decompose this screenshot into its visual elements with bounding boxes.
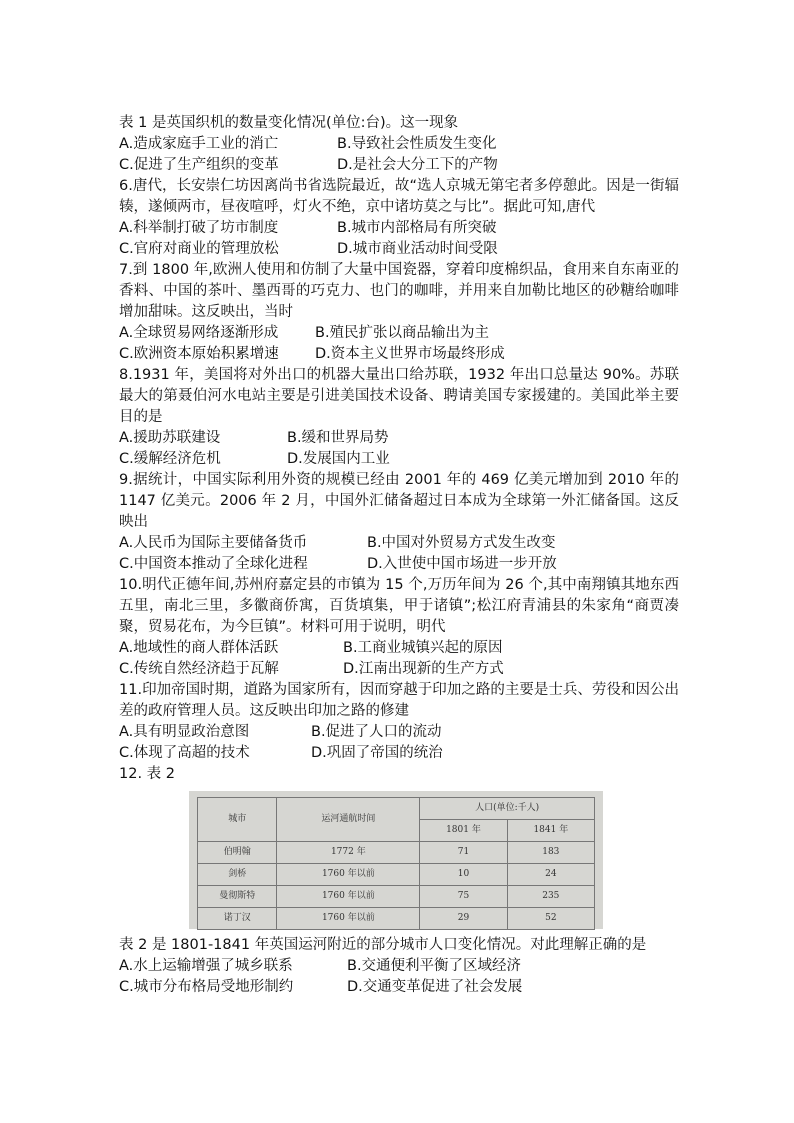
q9-stem: 9.据统计，中国实际利用外资的规模已经由 2001 年的 469 亿美元增加到 2010 年的 1147 亿美元。2006 年 2 月，中国外汇储备超过日本成为全球第一外汇储备国。这反映出 bbox=[119, 472, 679, 530]
q9-option-a[interactable]: A.人民币为国际主要储备货币 bbox=[119, 535, 308, 551]
q8-option-d[interactable]: D.发展国内工业 bbox=[287, 451, 390, 467]
q10-option-a[interactable]: A.地域性的商人群体活跃 bbox=[119, 640, 279, 656]
table-cell: 10 bbox=[420, 864, 507, 886]
table-cell: 曼彻斯特 bbox=[198, 886, 277, 908]
table-row bbox=[198, 842, 595, 864]
table-cell: 235 bbox=[507, 886, 594, 908]
q8-options-row-1 bbox=[119, 428, 679, 449]
table-cell: 诺丁汉 bbox=[198, 908, 277, 930]
q6-options-row-1 bbox=[119, 218, 679, 239]
q6-stem: 6.唐代，长安崇仁坊因离尚书省选院最近，故“选人京城无第宅者多停憩此。因是一街辐辏，遂倾两市，昼夜喧呼，灯火不绝，京中诸坊莫之与比”。据此可知,唐代 bbox=[119, 178, 679, 215]
table-subheader-1841: 1841 年 bbox=[507, 820, 594, 842]
table-row bbox=[198, 908, 595, 930]
exam-page-content bbox=[119, 113, 679, 998]
q6-options-row-2 bbox=[119, 239, 679, 260]
q9-option-c[interactable]: C.中国资本推动了全球化进程 bbox=[119, 556, 308, 572]
q10-options-row-1 bbox=[119, 638, 679, 659]
q5-stem: 表 1 是英国织机的数量变化情况(单位:台)。这一现象 bbox=[119, 115, 459, 131]
table-header-canal-time: 运河通航时间 bbox=[277, 798, 420, 842]
q9-options-row-2 bbox=[119, 554, 679, 575]
q7-option-c[interactable]: C.欧洲资本原始积累增速 bbox=[119, 346, 279, 362]
q12-option-c[interactable]: C.城市分布格局受地形制约 bbox=[119, 979, 294, 995]
q12-label: 12. 表 2 bbox=[119, 766, 176, 782]
q8-option-a[interactable]: A.援助苏联建设 bbox=[119, 430, 221, 446]
table-cell: 75 bbox=[420, 886, 507, 908]
q12-options-row-2 bbox=[119, 977, 679, 998]
q11-options-row-1 bbox=[119, 722, 679, 743]
q11-option-c[interactable]: C.体现了高超的技术 bbox=[119, 745, 250, 761]
q7-option-d[interactable]: D.资本主义世界市场最终形成 bbox=[315, 346, 505, 362]
table-header-city: 城市 bbox=[198, 798, 277, 842]
q7-option-a[interactable]: A.全球贸易网络逐渐形成 bbox=[119, 325, 279, 341]
table-header-row bbox=[198, 798, 595, 820]
q11-stem: 11.印加帝国时期，道路为国家所有，因而穿越于印加之路的主要是士兵、劳役和因公出差的政府管理人员。这反映出印加之路的修建 bbox=[119, 682, 679, 719]
q11-options-row-2 bbox=[119, 743, 679, 764]
q12-table-image bbox=[189, 791, 603, 929]
table-cell: 24 bbox=[507, 864, 594, 886]
q6-option-a[interactable]: A.科举制打破了坊市制度 bbox=[119, 220, 279, 236]
q12-option-b[interactable]: B.交通便利平衡了区域经济 bbox=[347, 958, 522, 974]
table-cell: 剑桥 bbox=[198, 864, 277, 886]
table-header-population: 人口(单位:千人) bbox=[420, 798, 595, 820]
table-cell: 183 bbox=[507, 842, 594, 864]
q6-option-b[interactable]: B.城市内部格局有所突破 bbox=[337, 220, 497, 236]
q5-option-d[interactable]: D.是社会大分工下的产物 bbox=[337, 157, 498, 173]
q7-option-b[interactable]: B.殖民扩张以商品输出为主 bbox=[315, 325, 490, 341]
table-cell: 29 bbox=[420, 908, 507, 930]
table-cell: 1760 年以前 bbox=[277, 908, 420, 930]
q8-option-b[interactable]: B.缓和世界局势 bbox=[287, 430, 389, 446]
q12-option-a[interactable]: A.水上运输增强了城乡联系 bbox=[119, 958, 293, 974]
q12-stem: 表 2 是 1801-1841 年英国运河附近的部分城市人口变化情况。对此理解正确的是 bbox=[119, 937, 647, 953]
q5-options-row-1 bbox=[119, 134, 679, 155]
q5-option-a[interactable]: A.造成家庭手工业的消亡 bbox=[119, 136, 279, 152]
q11-option-d[interactable]: D.巩固了帝国的统治 bbox=[311, 745, 443, 761]
table-row bbox=[198, 864, 595, 886]
q8-option-c[interactable]: C.缓解经济危机 bbox=[119, 451, 221, 467]
q6-option-d[interactable]: D.城市商业活动时间受限 bbox=[337, 241, 498, 257]
q5-options-row-2 bbox=[119, 155, 679, 176]
q12-options-row-1 bbox=[119, 956, 679, 977]
q8-stem: 8.1931 年，美国将对外出口的机器大量出口给苏联，1932 年出口总量达 90%。苏联最大的第聂伯河水电站主要是引进美国技术设备、聘请美国专家援建的。美国此举主要目的是 bbox=[119, 367, 679, 425]
q12-option-d[interactable]: D.交通变革促进了社会发展 bbox=[347, 979, 523, 995]
table-subheader-1801: 1801 年 bbox=[420, 820, 507, 842]
q9-option-b[interactable]: B.中国对外贸易方式发生改变 bbox=[367, 535, 556, 551]
q5-option-b[interactable]: B.导致社会性质发生变化 bbox=[337, 136, 497, 152]
q6-option-c[interactable]: C.官府对商业的管理放松 bbox=[119, 241, 279, 257]
q7-stem: 7.到 1800 年,欧洲人使用和仿制了大量中国瓷器，穿着印度棉织品，食用来自东南亚的香料、中国的茶叶、墨西哥的巧克力、也门的咖啡，并用来自加勒比地区的砂糖给咖啡增加甜味。这反映出，当时 bbox=[119, 262, 679, 320]
table-cell: 1760 年以前 bbox=[277, 886, 420, 908]
q5-option-c[interactable]: C.促进了生产组织的变革 bbox=[119, 157, 279, 173]
table-cell: 伯明翰 bbox=[198, 842, 277, 864]
q7-options-row-1 bbox=[119, 323, 679, 344]
table-cell: 71 bbox=[420, 842, 507, 864]
table-cell: 1772 年 bbox=[277, 842, 420, 864]
q12-table bbox=[197, 797, 595, 930]
q8-options-row-2 bbox=[119, 449, 679, 470]
table-cell: 1760 年以前 bbox=[277, 864, 420, 886]
q10-option-c[interactable]: C.传统自然经济趋于瓦解 bbox=[119, 661, 279, 677]
q10-option-b[interactable]: B.工商业城镇兴起的原因 bbox=[343, 640, 503, 656]
q10-stem: 10.明代正德年间,苏州府嘉定县的市镇为 15 个,万历年间为 26 个,其中南翔镇其地东西五里，南北三里，多徽商侨寓，百货填集，甲于诸镇”;松江府青浦县的朱家角“商贾凑聚，贸易花布，为今巨镇”。材料可用于说明，明代 bbox=[119, 577, 679, 635]
q11-option-b[interactable]: B.促进了人口的流动 bbox=[311, 724, 442, 740]
q9-option-d[interactable]: D.入世使中国市场进一步开放 bbox=[367, 556, 557, 572]
q7-options-row-2 bbox=[119, 344, 679, 365]
q10-options-row-2 bbox=[119, 659, 679, 680]
q10-option-d[interactable]: D.江南出现新的生产方式 bbox=[343, 661, 504, 677]
q11-option-a[interactable]: A.具有明显政治意图 bbox=[119, 724, 250, 740]
table-cell: 52 bbox=[507, 908, 594, 930]
table-row bbox=[198, 886, 595, 908]
q9-options-row-1 bbox=[119, 533, 679, 554]
